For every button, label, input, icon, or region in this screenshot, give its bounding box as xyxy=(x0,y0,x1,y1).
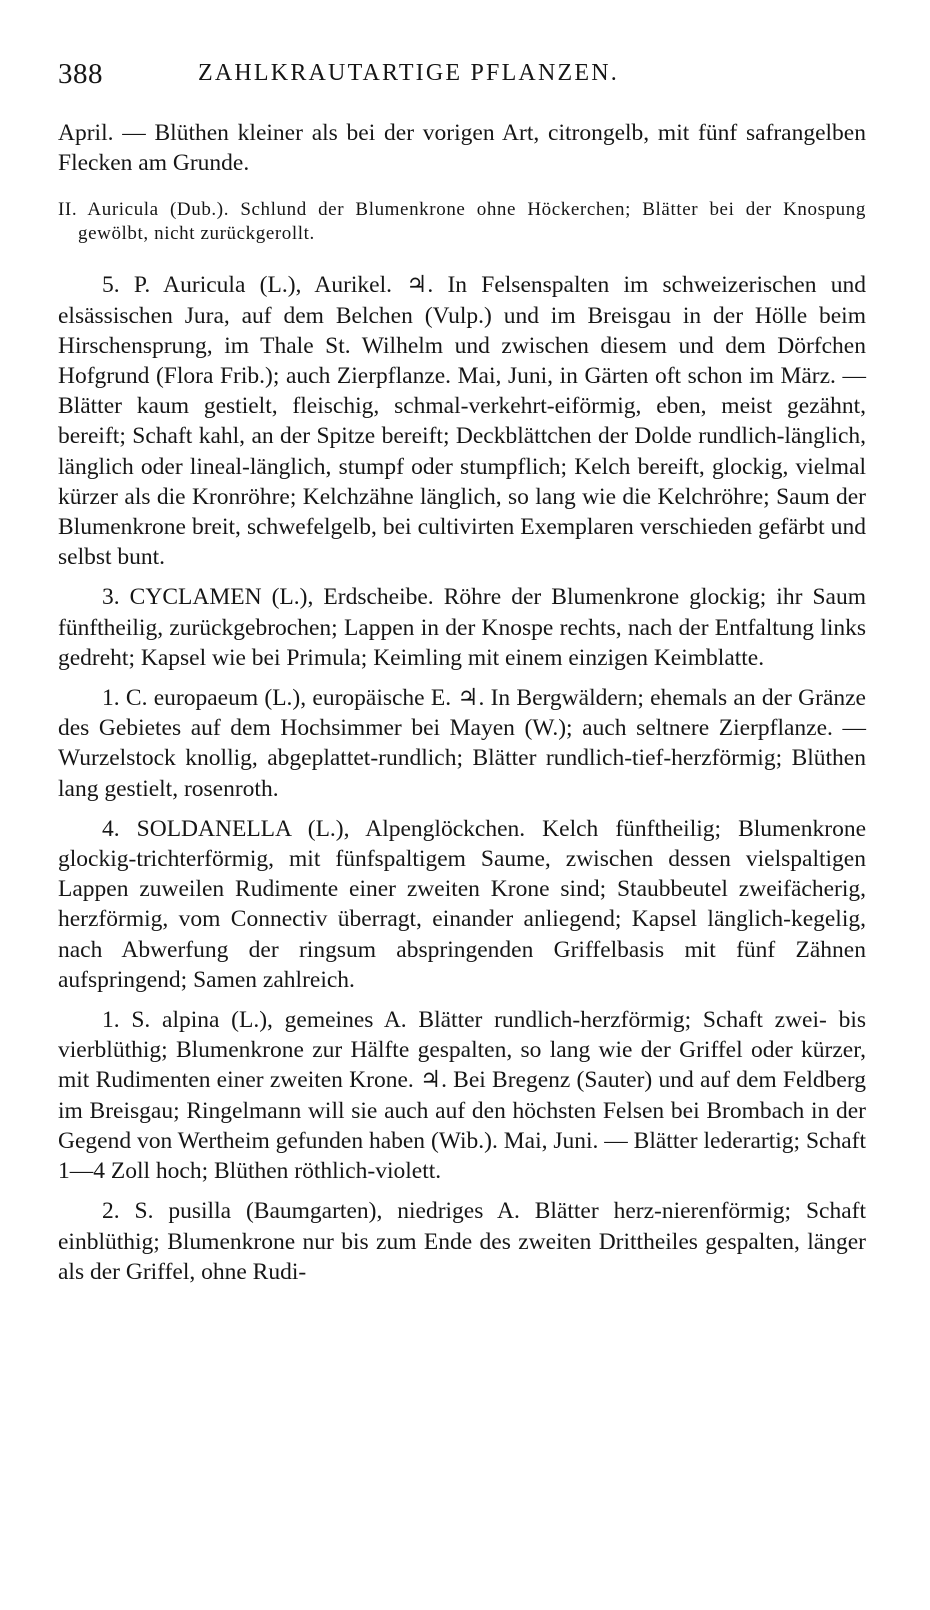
genus-cyclamen: 3. CYCLAMEN (L.), Erdscheibe. Röhre der Blumenkrone glockig; ihr Saum fünftheilig, zurückgebrochen; Lappen in der Knospe rechts, nach der Entfaltung links gedreht; Kapsel wie bei Primula; Keimling mit einem einzigen Keimblatte. xyxy=(58,584,866,671)
paragraph-april-continuation: April. — Blüthen kleiner als bei der vorigen Art, citrongelb, mit fünf safrangelben Flecken am Grunde. xyxy=(58,120,866,177)
entry-cyclamen-europaeum: 1. C. europaeum (L.), europäische E. ♃. In Bergwäldern; ehemals an der Gränze des Gebietes auf dem Hochsimmer bei Mayen (W.); auch seltnere Zierpflanze. — Wurzelstock knollig, abgeplattet-rundlich; Blätter rundlich-tief-herzförmig; Blüthen lang gestielt, rosenroth. xyxy=(58,685,866,802)
entry-primula-auricula: 5. P. Auricula (L.), Aurikel. ♃. In Felsenspalten im schweizerischen und elsässischen Jura, auf dem Belchen (Vulp.) und im Breisgau in der Hölle beim Hirschensprung, im Thale St. Wilhelm und zwischen diesem und dem Dörfchen Hofgrund (Flora Frib.); auch Zierpflanze. Mai, Juni, in Gärten oft schon im März. — Blätter kaum gestielt, fleischig, schmal-verkehrt-eiförmig, eben, meist gezähnt, bereift; Schaft kahl, an der Spitze bereift; Deckblättchen der Dolde rundlich-länglich, länglich oder lineal-länglich, stumpf oder stumpflich; Kelch bereift, glockig, vielmal kürzer als die Kronröhre; Kelchzähne länglich, so lang wie die Kelchröhre; Saum der Blumenkrone breit, schwefelgelb, bei cultivirten Exemplaren verschieden gefärbt und selbst bunt. xyxy=(58,272,866,571)
genus-soldanella: 4. SOLDANELLA (L.), Alpenglöckchen. Kelch fünftheilig; Blumenkrone glockig-trichterförmig, mit fünfspaltigem Saume, zwischen dessen vielspaltigen Lappen zuweilen Rudimente einer zweiten Krone sind; Staubbeutel zweifächerig, herzförmig, vom Connectiv überragt, einander anliegend; Kapsel länglich-kegelig, nach Abwerfung der ringsum abspringenden Griffelbasis mit fünf Zähnen aufspringend; Samen zahlreich. xyxy=(58,815,866,993)
page-body xyxy=(58,118,866,1293)
entry-soldanella-pusilla: 2. S. pusilla (Baumgarten), niedriges A. Blätter herz-nierenförmig; Schaft einblüthig; Blumenkrone nur bis zum Ende des zweiten Drittheiles gespalten, länger als der Griffel, ohne Rudi- xyxy=(58,1198,866,1285)
running-head: ZAHLKRAUTARTIGE PFLANZEN. xyxy=(198,60,619,86)
section-auricula-key: II. Auricula (Dub.). Schlund der Blumenkrone ohne Höckerchen; Blätter bei der Knospung gewölbt, nicht zurückgerollt. xyxy=(58,199,866,245)
entry-soldanella-alpina: 1. S. alpina (L.), gemeines A. Blätter rundlich-herzförmig; Schaft zwei- bis vierblüthig; Blumenkrone zur Hälfte gespalten, so lang wie der Griffel oder kürzer, mit Rudimenten einer zweiten Krone. ♃. Bei Bregenz (Sauter) und auf dem Feldberg im Breisgau; Ringelmann will sie auch auf den höchsten Felsen bei Brombach in der Gegend von Wertheim gefunden haben (Wib.). Mai, Juni. — Blätter lederartig; Schaft 1—4 Zoll hoch; Blüthen röthlich-violett. xyxy=(58,1007,866,1185)
page-header xyxy=(58,58,868,102)
page-number: 388 xyxy=(58,58,103,90)
